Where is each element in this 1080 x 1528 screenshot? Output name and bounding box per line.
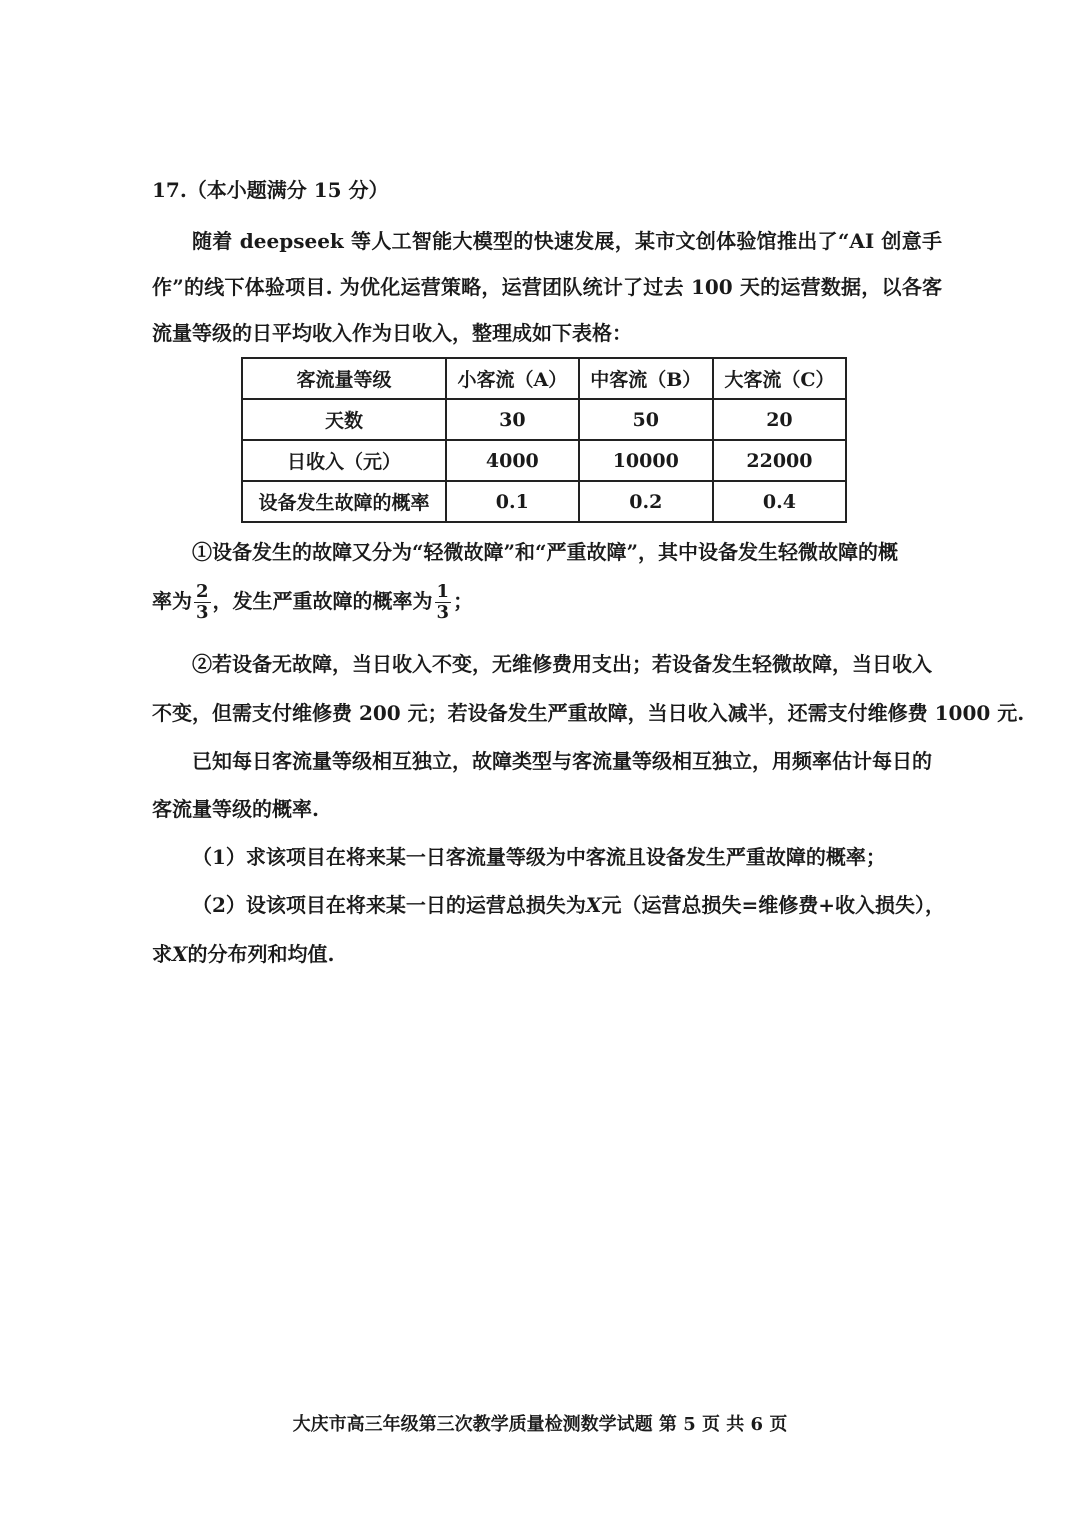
table-cell: 0.4: [713, 481, 846, 522]
fraction-numerator: 1: [436, 581, 450, 602]
condition-1-prefix: 率为: [152, 589, 192, 613]
part-2-line-2: [152, 938, 335, 967]
condition-2-line-1: ②若设备无故障，当日收入不变，无维修费用支出；若设备发生轻微故障，当日收入: [192, 652, 932, 676]
table-header-row: [242, 358, 846, 399]
table-cell: 天数: [242, 399, 446, 440]
condition-3-line-1: 已知每日客流量等级相互独立，故障类型与客流量等级相互独立，用频率估计每日的: [192, 749, 932, 773]
fraction-one-third: [435, 582, 452, 623]
variable-x: X: [585, 893, 602, 917]
data-table: [241, 357, 847, 523]
variable-x: X: [172, 942, 188, 966]
table-header-cell: 大客流（C）: [713, 358, 846, 399]
fraction-denominator: 3: [436, 602, 450, 623]
table-row: [242, 481, 846, 522]
question-header: 17.（本小题满分 15 分）: [152, 178, 389, 202]
table-cell: 设备发生故障的概率: [242, 481, 446, 522]
table-cell: 0.2: [579, 481, 713, 522]
table-header-cell: 小客流（A）: [446, 358, 579, 399]
table-cell: 30: [446, 399, 579, 440]
question-intro: 随着 deepseek 等人工智能大模型的快速发展，某市文创体验馆推出了“AI 创意手作”的线下体验项目. 为优化运营策略，运营团队统计了过去 100 天的运营数据，以各客流量等级的日平均收入作为日收入，整理成如下表格：: [152, 229, 942, 345]
table-cell: 4000: [446, 440, 579, 481]
table-row: [242, 399, 846, 440]
table-row: [242, 440, 846, 481]
table-cell: 10000: [579, 440, 713, 481]
condition-1-line-2: [152, 582, 473, 623]
fraction-two-thirds: [194, 582, 211, 623]
table-cell: 20: [713, 399, 846, 440]
condition-3-line-2: 客流量等级的概率.: [152, 797, 319, 821]
table-header-cell: 客流量等级: [242, 358, 446, 399]
condition-1-end: ；: [453, 589, 474, 613]
part-2b-suffix: 的分布列和均值.: [187, 942, 335, 966]
fraction-denominator: 3: [196, 602, 209, 623]
part-2-suffix: 元（运营总损失=维修费+收入损失），: [601, 893, 945, 917]
part-2-line-1: [192, 889, 945, 918]
table-cell: 50: [579, 399, 713, 440]
table-header-cell: 中客流（B）: [579, 358, 713, 399]
part-2b-prefix: 求: [152, 942, 172, 966]
table-cell: 日收入（元）: [242, 440, 446, 481]
table-cell: 0.1: [446, 481, 579, 522]
table-cell: 22000: [713, 440, 846, 481]
part-1: （1）求该项目在将来某一日客流量等级为中客流且设备发生严重故障的概率；: [192, 845, 886, 869]
condition-2-line-2: 不变，但需支付维修费 200 元；若设备发生严重故障，当日收入减半，还需支付维修费 1000 元.: [152, 701, 1025, 725]
page-footer: 大庆市高三年级第三次教学质量检测数学试题 第 5 页 共 6 页: [292, 1414, 788, 1435]
condition-1-line-1: ①设备发生的故障又分为“轻微故障”和“严重故障”，其中设备发生轻微故障的概: [192, 540, 899, 564]
condition-1-middle: ，发生严重故障的概率为: [212, 589, 433, 613]
fraction-numerator: 2: [196, 581, 209, 602]
part-2-prefix: （2）设该项目在将来某一日的运营总损失为: [192, 893, 586, 917]
